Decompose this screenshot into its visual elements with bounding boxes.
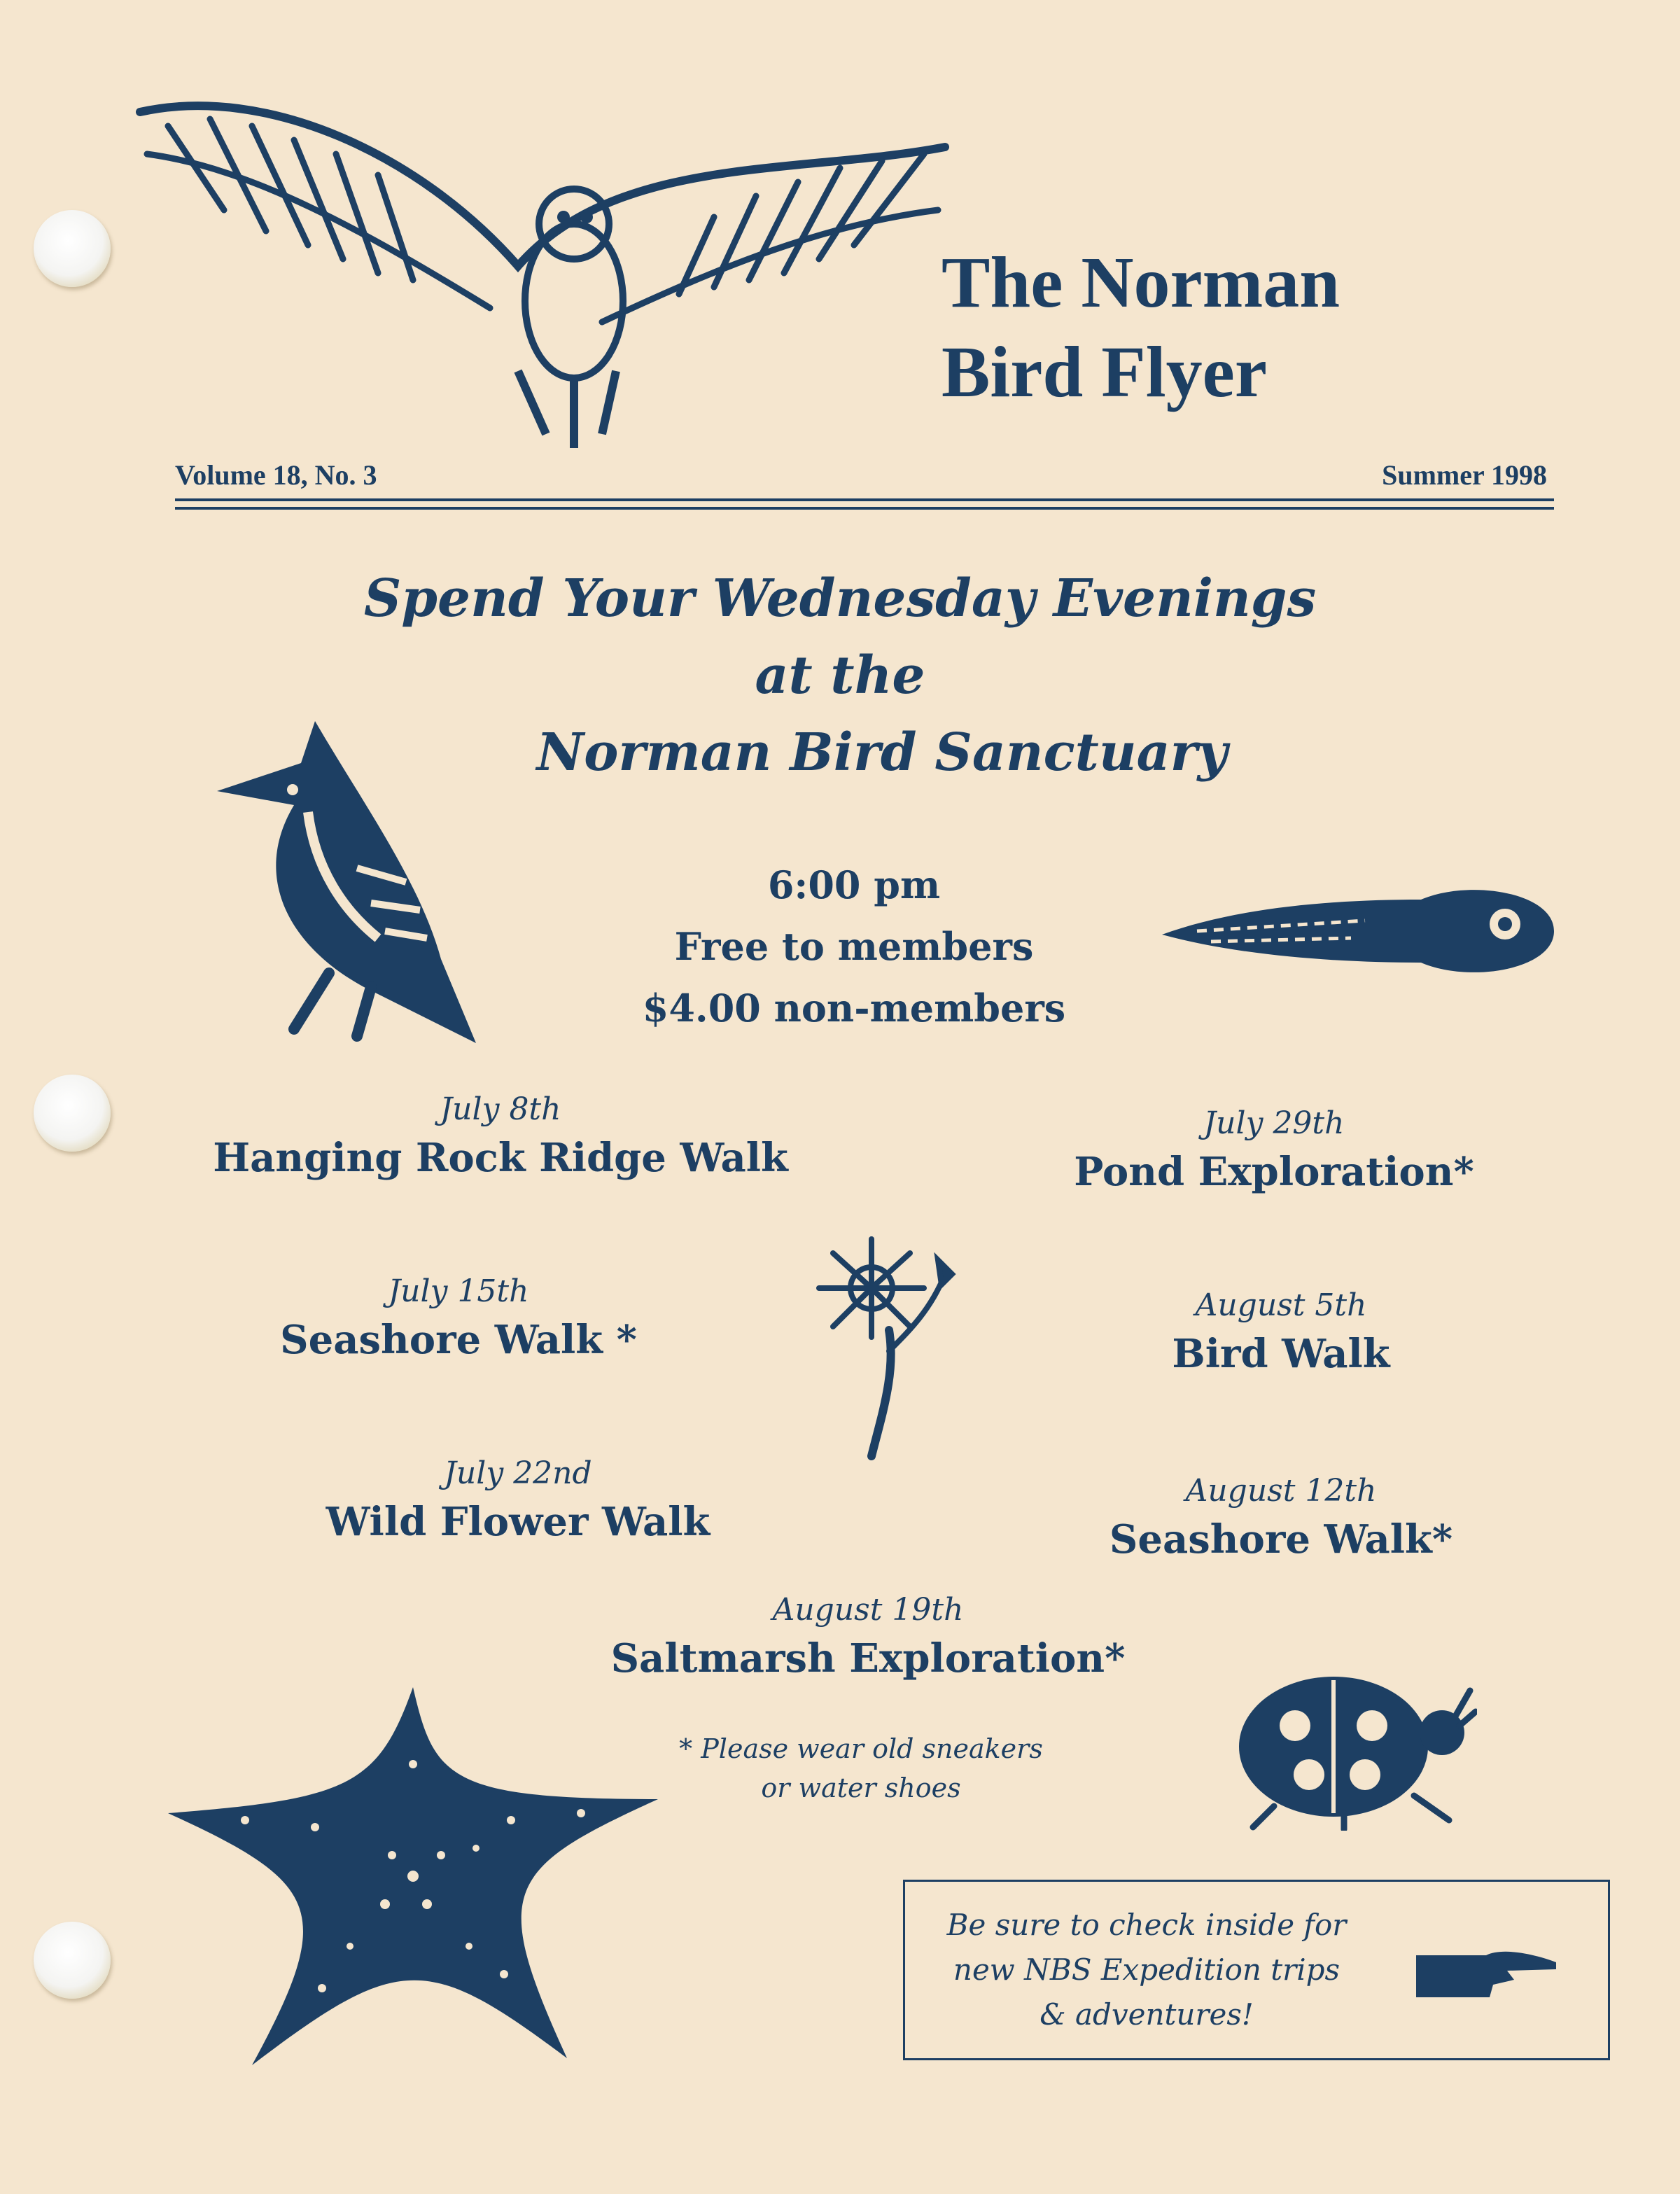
owl-illustration [126, 70, 959, 462]
event-name: Bird Walk [1172, 1331, 1390, 1377]
event-date: July 22nd [444, 1455, 592, 1491]
callout-line-2: new NBS Expedition trips [953, 1952, 1340, 1987]
callout-text [919, 1903, 1374, 2037]
event-date: July 8th [440, 1091, 561, 1127]
newsletter-title [941, 238, 1432, 417]
starfish-illustration [161, 1680, 665, 2072]
event-date: July 29th [1203, 1105, 1345, 1141]
nonmember-price: $4.00 non-members [642, 986, 1066, 1030]
event-august-12 [1050, 1470, 1512, 1567]
expedition-callout [903, 1880, 1610, 2060]
headline-line-2: at the [755, 645, 925, 706]
title-line-1: The Norman [941, 242, 1340, 323]
event-date: August 5th [1195, 1287, 1367, 1323]
event-name: Seashore Walk * [280, 1317, 637, 1363]
event-name: Hanging Rock Ridge Walk [213, 1135, 788, 1181]
callout-line-3: & adventures! [1040, 1997, 1254, 2032]
pointing-hand-icon [1409, 1941, 1563, 2004]
event-july-15 [196, 1271, 721, 1367]
event-name: Seashore Walk* [1109, 1516, 1453, 1563]
event-name: Saltmarsh Exploration* [610, 1635, 1126, 1682]
note-line-1: * Please wear old sneakers [679, 1733, 1043, 1764]
event-date: August 19th [772, 1592, 964, 1628]
event-august-5 [1050, 1285, 1512, 1381]
event-july-29 [1022, 1103, 1526, 1199]
event-july-22 [210, 1453, 826, 1549]
event-date: August 12th [1185, 1473, 1377, 1509]
footwear-note [616, 1729, 1106, 1808]
ladybug-illustration [1218, 1649, 1477, 1831]
binder-hole-bottom [34, 1922, 111, 1999]
event-name: Wild Flower Walk [326, 1499, 710, 1545]
event-july-8 [161, 1089, 840, 1185]
header-rule-bottom [175, 507, 1554, 510]
note-line-2: or water shoes [761, 1773, 961, 1803]
binder-hole-top [34, 210, 111, 287]
volume-number: Volume 18, No. 3 [175, 459, 377, 491]
event-august-19 [560, 1589, 1176, 1686]
binder-hole-middle [34, 1075, 111, 1152]
header-rule-top [175, 498, 1554, 501]
event-name: Pond Exploration* [1074, 1149, 1474, 1195]
event-time: 6:00 pm [767, 862, 941, 907]
event-info [574, 854, 1134, 1039]
callout-line-1: Be sure to check inside for [946, 1908, 1347, 1942]
headline-line-3: Norman Bird Sanctuary [536, 722, 1228, 783]
headline-line-1: Spend Your Wednesday Evenings [363, 568, 1317, 629]
blue-jay-illustration [210, 707, 504, 1050]
issue-season: Summer 1998 [1382, 459, 1547, 491]
title-line-2: Bird Flyer [941, 332, 1268, 412]
event-date: July 15th [388, 1273, 529, 1309]
daisy-illustration [805, 1232, 966, 1463]
member-price: Free to members [674, 924, 1034, 969]
tadpole-illustration [1155, 879, 1561, 984]
